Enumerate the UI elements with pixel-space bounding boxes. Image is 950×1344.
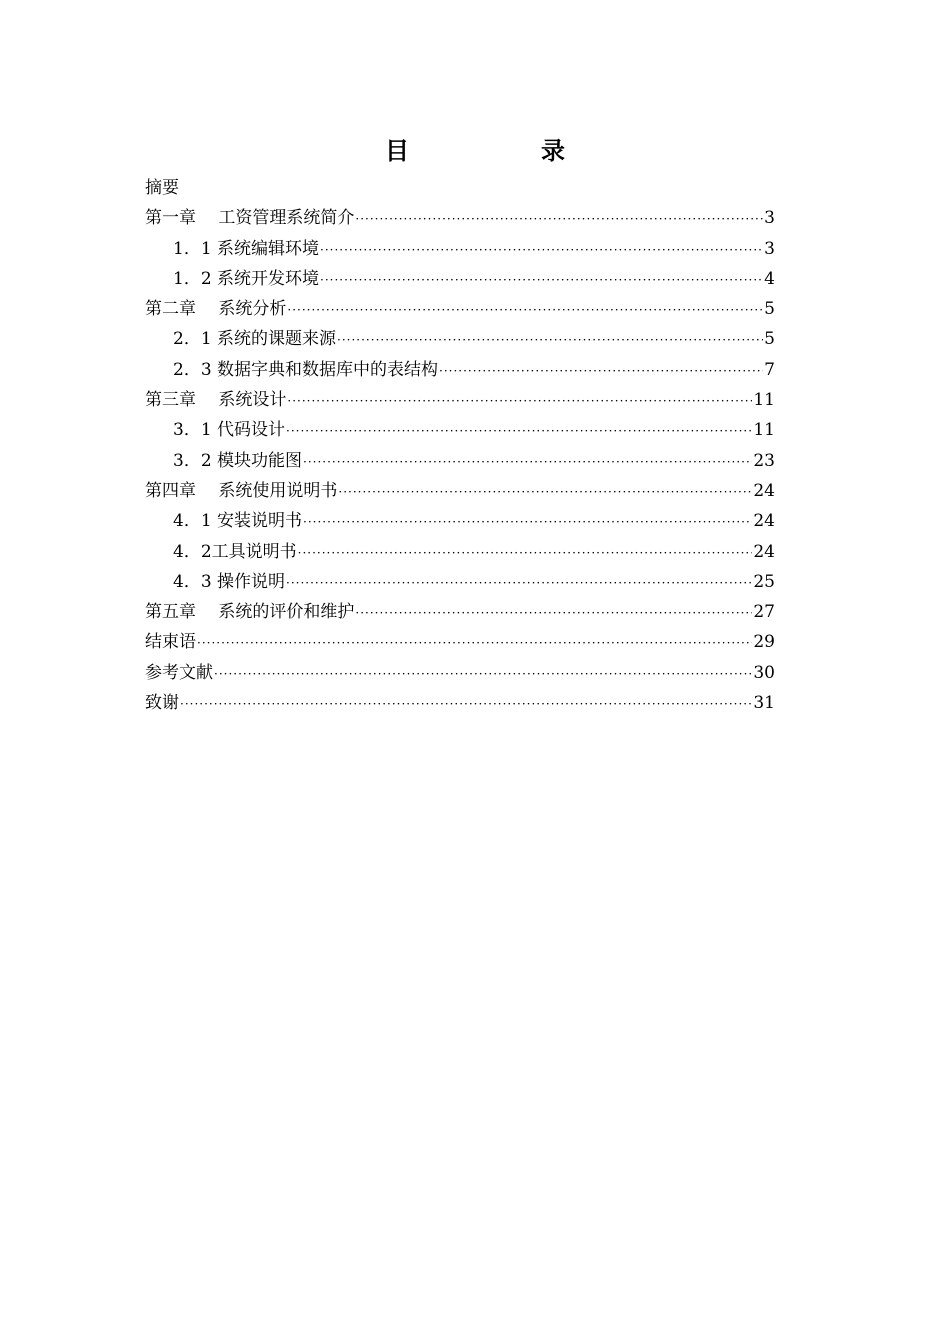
toc-entry-label: 2．3 数据字典和数据库中的表结构 bbox=[173, 359, 439, 380]
toc-dot-leader bbox=[214, 659, 752, 689]
toc-entry-page-number: 5 bbox=[764, 329, 775, 350]
toc-entry[interactable] bbox=[145, 294, 775, 324]
toc-entry[interactable] bbox=[145, 415, 775, 445]
table-of-contents bbox=[145, 173, 775, 718]
toc-entry-label: 第一章 工资管理系统简介 bbox=[145, 208, 355, 229]
toc-entry-page-number: 7 bbox=[764, 359, 775, 380]
toc-entry-label: 致谢 bbox=[145, 693, 179, 714]
toc-entry-label: 2．1 系统的课题来源 bbox=[173, 329, 337, 350]
toc-entry-label: 第五章 系统的评价和维护 bbox=[145, 602, 355, 623]
toc-entry-page-number: 3 bbox=[764, 238, 775, 259]
toc-entry[interactable] bbox=[145, 203, 775, 233]
toc-entry[interactable] bbox=[145, 355, 775, 385]
toc-entry-label: 结束语 bbox=[145, 632, 196, 653]
toc-entry-page-number: 23 bbox=[753, 450, 775, 471]
toc-dot-leader bbox=[338, 477, 752, 507]
toc-entry-label: 参考文献 bbox=[145, 662, 213, 683]
toc-dot-leader bbox=[439, 356, 763, 386]
toc-entry-page-number: 24 bbox=[753, 480, 775, 501]
toc-entry-label: 摘要 bbox=[145, 178, 179, 198]
toc-entry-label: 4．3 操作说明 bbox=[173, 571, 286, 592]
toc-dot-leader bbox=[298, 538, 753, 568]
toc-dot-leader bbox=[355, 598, 752, 628]
toc-entry[interactable] bbox=[145, 567, 775, 597]
toc-entry-page-number: 4 bbox=[764, 268, 775, 289]
toc-entry-page-number: 31 bbox=[753, 693, 775, 714]
toc-dot-leader bbox=[303, 447, 752, 477]
toc-dot-leader bbox=[180, 689, 752, 719]
toc-dot-leader bbox=[286, 416, 752, 446]
toc-entry[interactable] bbox=[145, 627, 775, 657]
toc-entry-page-number: 11 bbox=[753, 390, 775, 411]
toc-dot-leader bbox=[287, 295, 763, 325]
toc-entry[interactable] bbox=[145, 597, 775, 627]
page-title: 目 录 bbox=[385, 137, 593, 165]
toc-dot-leader bbox=[355, 204, 763, 234]
toc-entry-page-number: 3 bbox=[764, 208, 775, 229]
toc-entry-page-number: 24 bbox=[753, 511, 775, 532]
toc-entry-page-number: 24 bbox=[753, 541, 775, 562]
toc-entry-page-number: 30 bbox=[753, 662, 775, 683]
toc-dot-leader bbox=[286, 568, 752, 598]
toc-entry[interactable] bbox=[145, 324, 775, 354]
toc-entry-page-number: 27 bbox=[753, 602, 775, 623]
toc-entry-label: 第二章 系统分析 bbox=[145, 299, 287, 320]
toc-entry-label: 第三章 系统设计 bbox=[145, 390, 287, 411]
toc-entry-page-number: 5 bbox=[764, 299, 775, 320]
toc-entry-label: 1．2 系统开发环境 bbox=[173, 268, 320, 289]
toc-entry-label: 第四章 系统使用说明书 bbox=[145, 480, 338, 501]
toc-entry[interactable] bbox=[145, 506, 775, 536]
toc-entry-page-number: 29 bbox=[753, 632, 775, 653]
toc-dot-leader bbox=[287, 386, 752, 416]
toc-entry[interactable] bbox=[145, 446, 775, 476]
toc-entry-page-number: 11 bbox=[753, 420, 775, 441]
toc-dot-leader bbox=[337, 325, 763, 355]
toc-entry-label: 4．1 安装说明书 bbox=[173, 511, 303, 532]
toc-dot-leader bbox=[197, 628, 752, 658]
toc-dot-leader bbox=[320, 235, 763, 265]
toc-dot-leader bbox=[303, 507, 752, 537]
toc-entry[interactable] bbox=[145, 385, 775, 415]
toc-entry-label: 1．1 系统编辑环境 bbox=[173, 238, 320, 259]
toc-entry[interactable] bbox=[145, 688, 775, 718]
toc-entry[interactable] bbox=[145, 234, 775, 264]
toc-entry-label: 3．2 模块功能图 bbox=[173, 450, 303, 471]
toc-dot-leader bbox=[320, 265, 763, 295]
toc-entry[interactable] bbox=[145, 658, 775, 688]
toc-entry-label: 4．2工具说明书 bbox=[173, 541, 297, 562]
toc-entry[interactable] bbox=[145, 537, 775, 567]
toc-entry[interactable] bbox=[145, 476, 775, 506]
toc-entry-page-number: 25 bbox=[753, 571, 775, 592]
toc-entry-label: 3．1 代码设计 bbox=[173, 420, 286, 441]
toc-entry[interactable] bbox=[145, 264, 775, 294]
toc-entry[interactable] bbox=[145, 173, 775, 203]
